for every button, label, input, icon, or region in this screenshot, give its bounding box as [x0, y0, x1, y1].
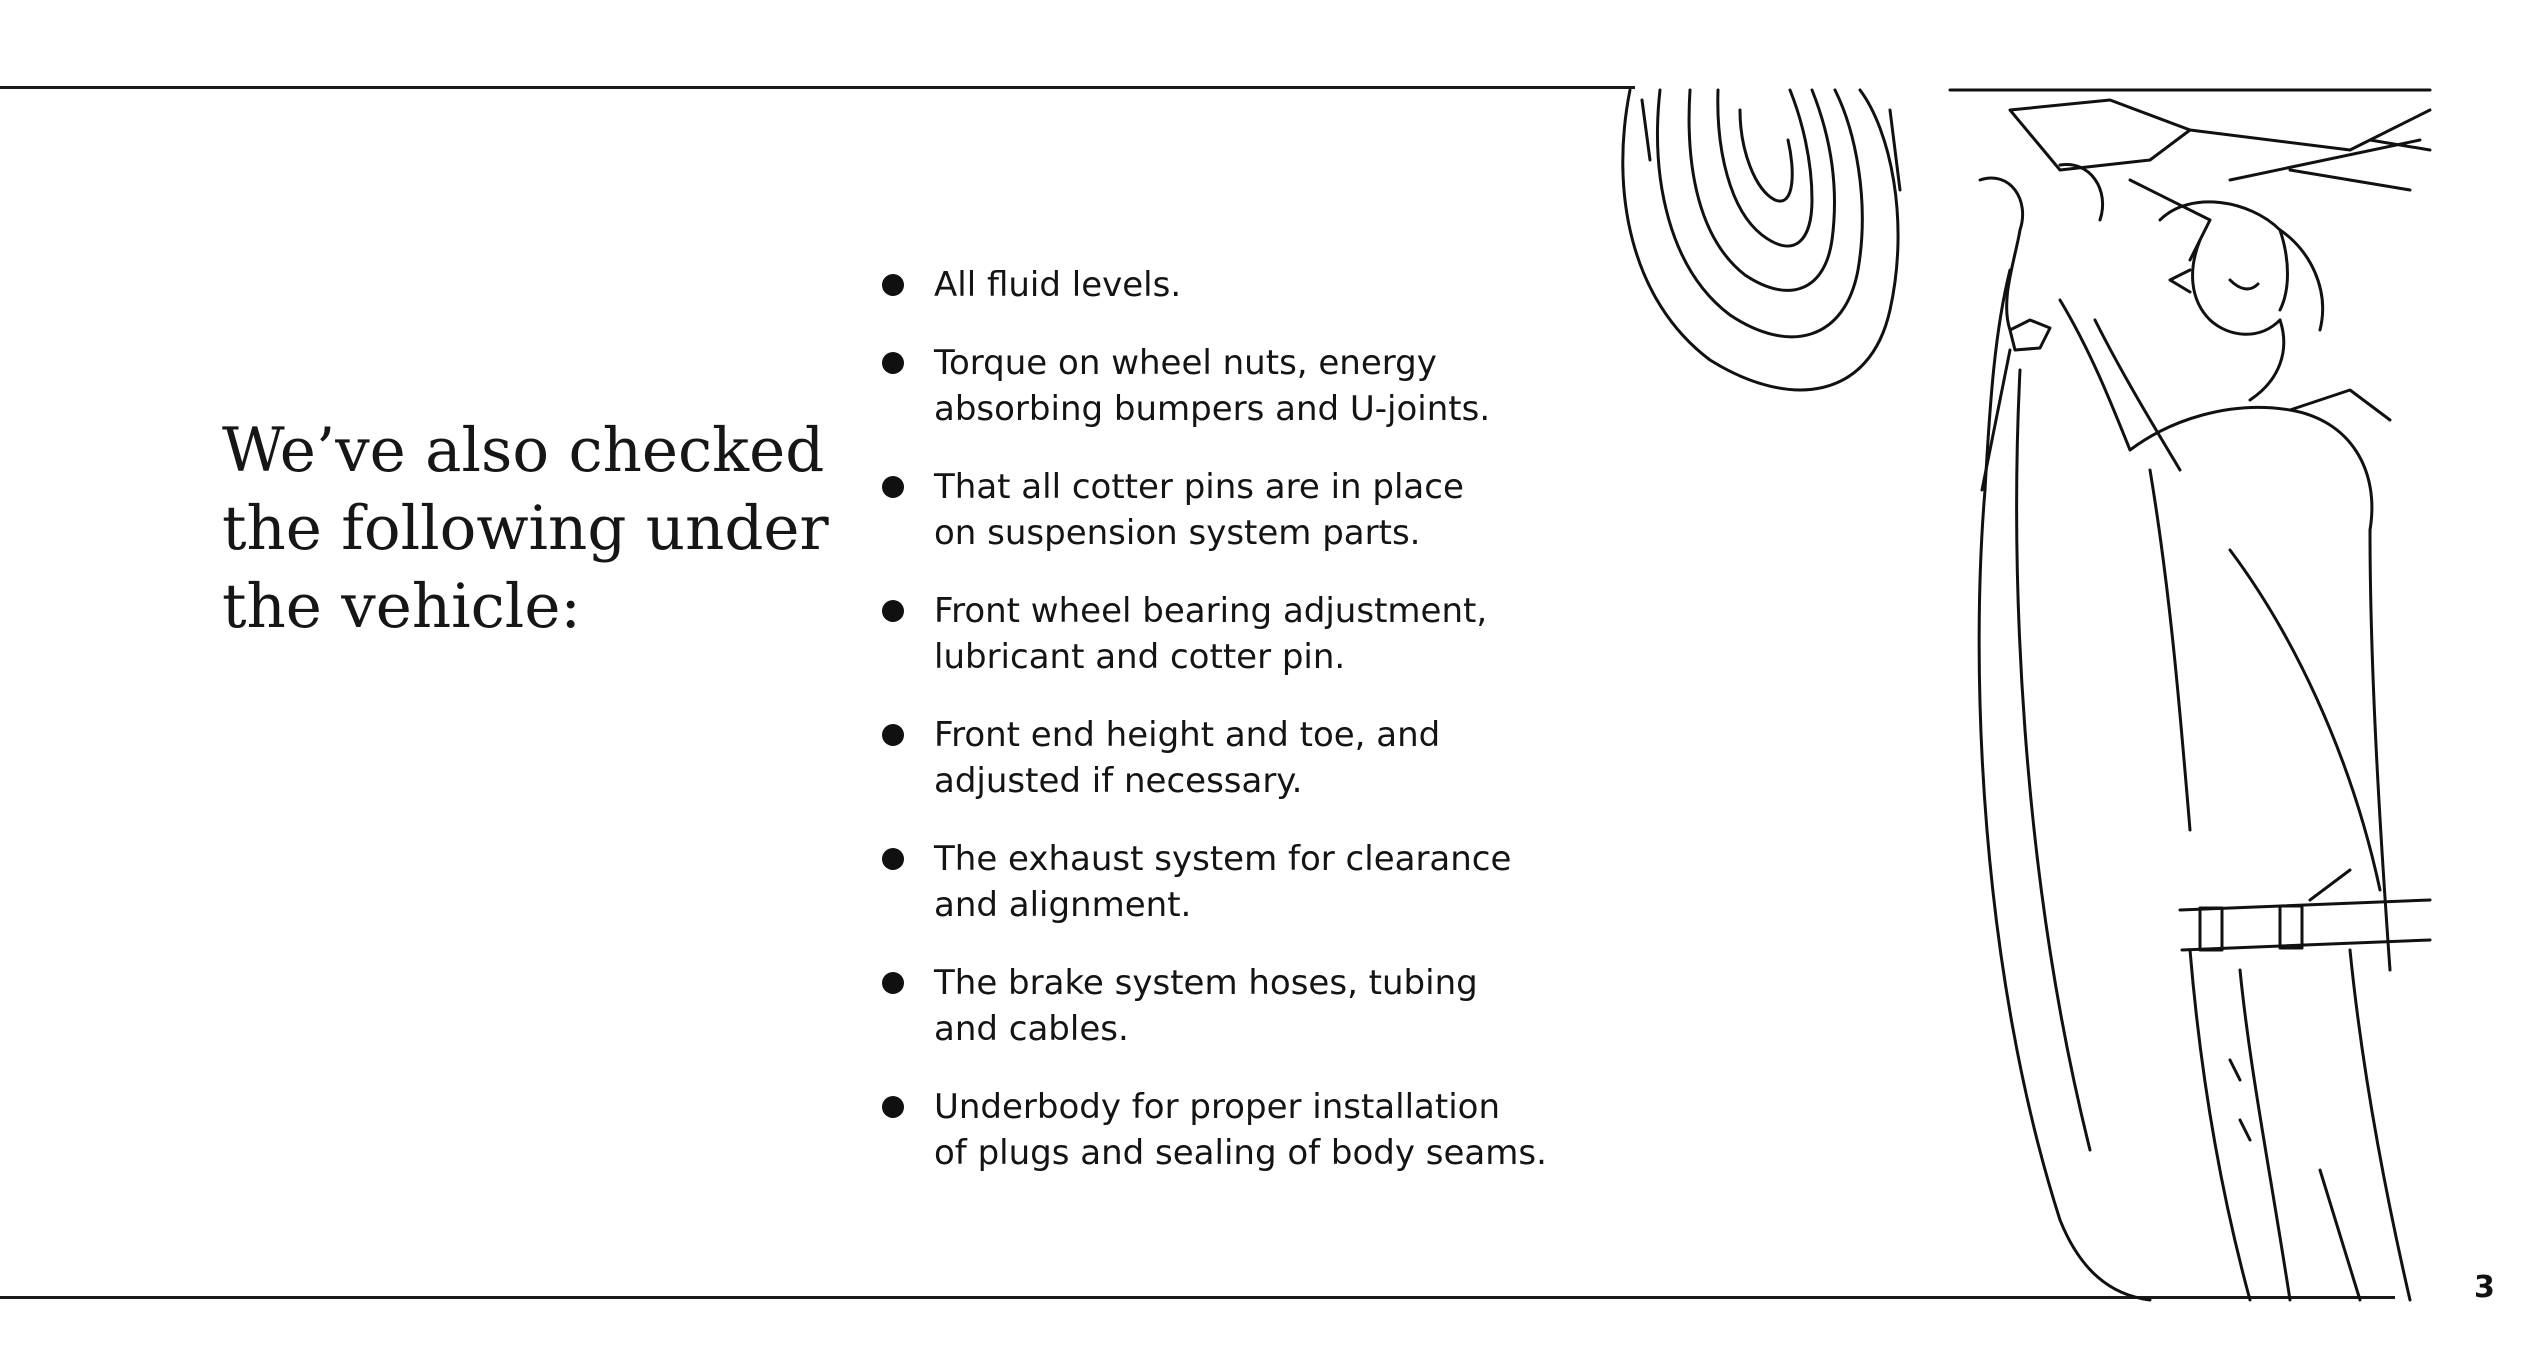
- inspection-checklist: [868, 262, 1628, 1208]
- checklist-item-text: That all cotter pins are in place: [934, 467, 1464, 507]
- mechanic-illustration: [1590, 70, 2450, 1310]
- checklist-item: [868, 1084, 1628, 1176]
- bullet-icon: [882, 600, 904, 622]
- tire-drawing: [1623, 90, 1900, 390]
- bullet-icon: [882, 848, 904, 870]
- bullet-icon: [882, 274, 904, 296]
- bullet-icon: [882, 724, 904, 746]
- checklist-item-text: and cables.: [934, 1009, 1129, 1049]
- checklist-item-text: The exhaust system for clearance: [934, 839, 1512, 879]
- heading-line: the following under: [222, 493, 829, 564]
- checklist-item: [868, 464, 1628, 556]
- checklist-item: [868, 712, 1628, 804]
- bullet-icon: [882, 972, 904, 994]
- heading-line: the vehicle:: [222, 571, 581, 642]
- mechanic-figure-drawing: [1979, 164, 2430, 1300]
- checklist-item-text: adjusted if necessary.: [934, 761, 1303, 801]
- checklist-item: [868, 960, 1628, 1052]
- checklist-item-text: Front wheel bearing adjustment,: [934, 591, 1488, 631]
- bullet-icon: [882, 352, 904, 374]
- bullet-icon: [882, 1096, 904, 1118]
- section-heading: [222, 412, 829, 646]
- checklist-item-text: absorbing bumpers and U-joints.: [934, 389, 1491, 429]
- checklist-item-text: of plugs and sealing of body seams.: [934, 1133, 1547, 1173]
- checklist-item: [868, 262, 1628, 308]
- checklist-item-text: on suspension system parts.: [934, 513, 1421, 553]
- heading-line: We’ve also checked: [222, 415, 825, 486]
- bullet-icon: [882, 476, 904, 498]
- checklist-item-text: and alignment.: [934, 885, 1192, 925]
- vehicle-underside-drawing: [1950, 90, 2430, 260]
- checklist-item: [868, 588, 1628, 680]
- checklist-item: [868, 836, 1628, 928]
- checklist-item-text: lubricant and cotter pin.: [934, 637, 1346, 677]
- checklist-item-text: Underbody for proper installation: [934, 1087, 1500, 1127]
- checklist-item-text: The brake system hoses, tubing: [934, 963, 1478, 1003]
- checklist-item-text: All fluid levels.: [934, 265, 1182, 305]
- checklist-item: [868, 340, 1628, 432]
- page-number: 3: [2474, 1270, 2495, 1305]
- checklist-item-text: Torque on wheel nuts, energy: [934, 343, 1437, 383]
- checklist-item-text: Front end height and toe, and: [934, 715, 1441, 755]
- top-rule: [0, 86, 1635, 89]
